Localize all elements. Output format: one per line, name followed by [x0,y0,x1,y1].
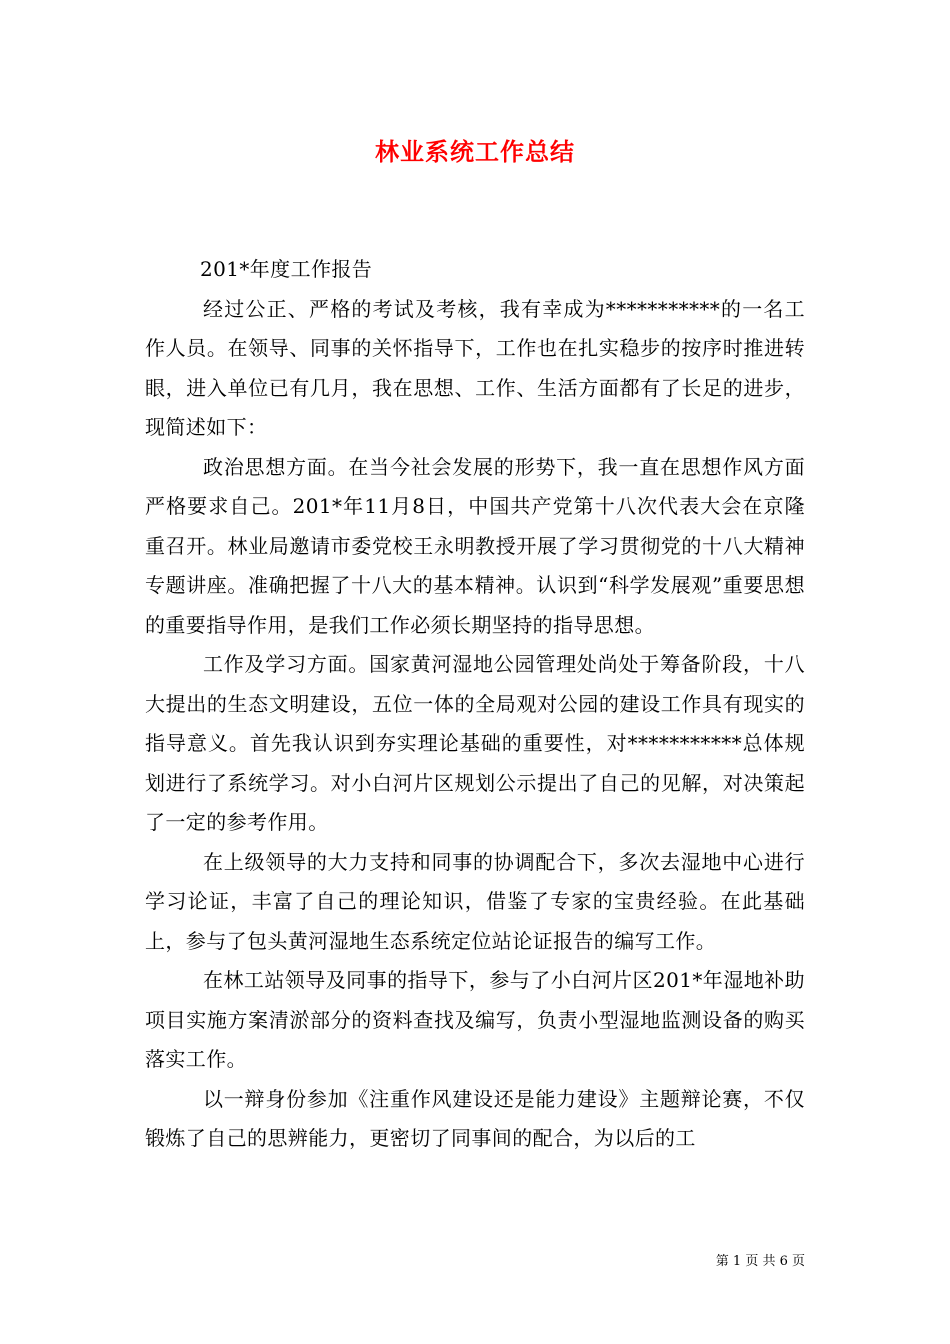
paragraph-work-study: 工作及学习方面。国家黄河湿地公园管理处尚处于筹备阶段，十八大提出的生态文明建设，五位一体的全局观对公园的建设工作具有现实的指导意义。首先我认识到夯实理论基础的重要性，对***********总体规划进行了系统学习。对小白河片区规划公示提出了自己的见解，对决策起了一定的参考作用。 [145,652,805,834]
paragraph-political: 政治思想方面。在当今社会发展的形势下，我一直在思想作风方面严格要求自己。201*年11月8日，中国共产党第十八次代表大会在京隆重召开。林业局邀请市委党校王永明教授开展了学习贯彻党的十八大精神专题讲座。准确把握了十八大的基本精神。认识到“科学发展观”重要思想的重要指导作用，是我们工作必须长期坚持的指导思想。 [145,454,805,637]
paragraph-forestry-station: 在林工站领导及同事的指导下，参与了小白河片区201*年湿地补助项目实施方案清淤部分的资料查找及编写，负责小型湿地监测设备的购买落实工作。 [145,968,805,1071]
paragraph-wetland-center: 在上级领导的大力支持和同事的协调配合下，多次去湿地中心进行学习论证，丰富了自己的理论知识，借鉴了专家的宝贵经验。在此基础上，参与了包头黄河湿地生态系统定位站论证报告的编写工作。 [145,849,805,953]
document-body [145,250,805,1159]
report-subtitle: 201*年度工作报告 [200,257,373,281]
page-number: 第 1 页 共 6 页 [715,1254,805,1269]
paragraph-intro: 经过公正、严格的考试及考核，我有幸成为***********的一名工作人员。在领导、同事的关怀指导下，工作也在扎实稳步的按序时推进转眼，进入单位已有几月，我在思想、工作、生活方面都有了长足的进步，现简述如下： [145,296,805,439]
paragraph-debate: 以一辩身份参加《注重作风建设还是能力建设》主题辩论赛，不仅锻炼了自己的思辨能力，更密切了同事间的配合，为以后的工 [145,1086,805,1150]
document-title: 林业系统工作总结 [375,137,575,166]
